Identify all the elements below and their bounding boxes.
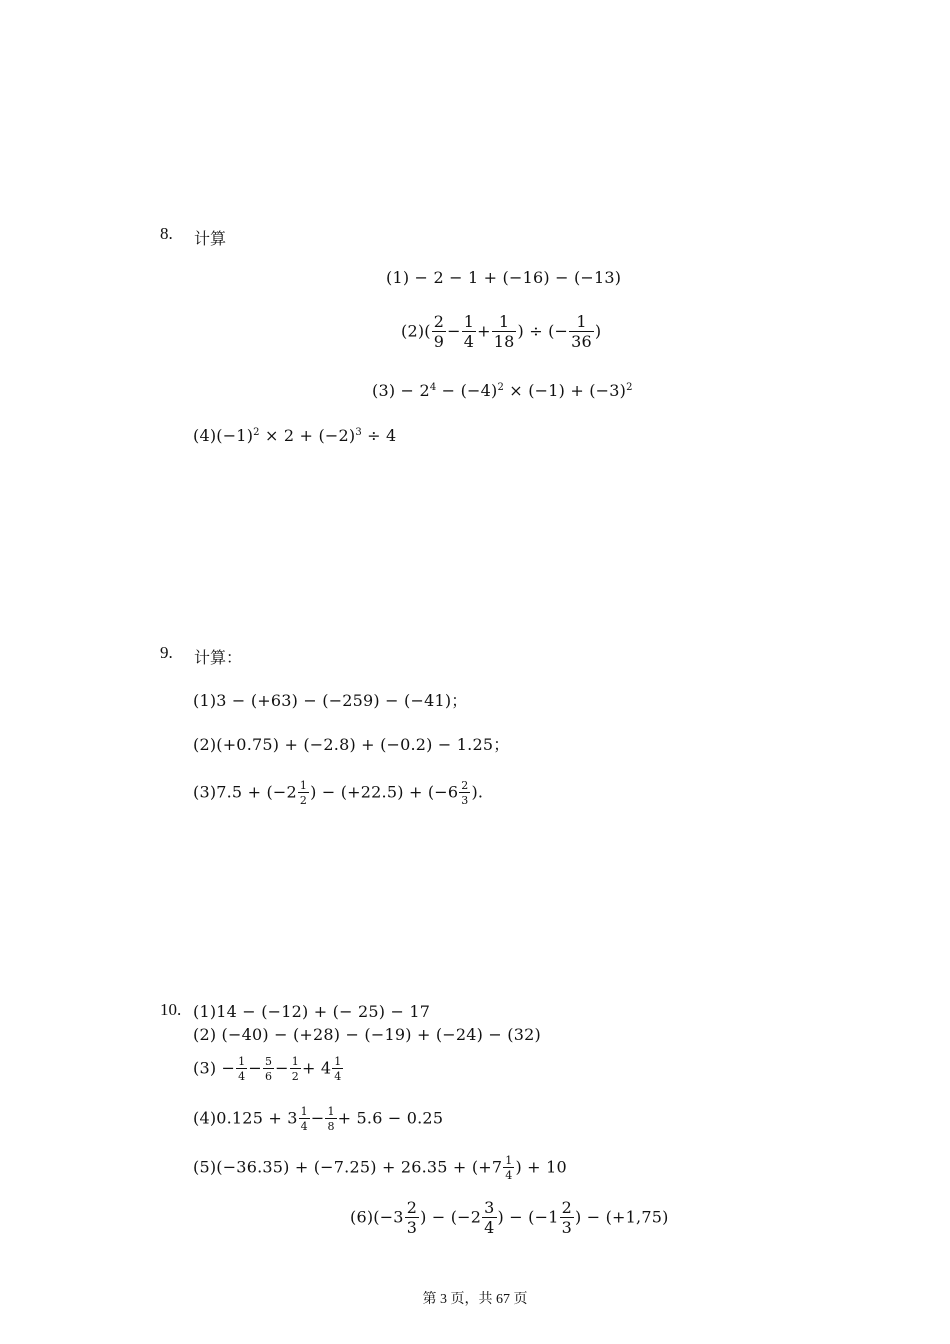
exponent: 2 <box>626 382 633 393</box>
q8-p2-prefix: (2)( <box>401 321 431 341</box>
q10-p3-part: (3) − <box>193 1058 236 1078</box>
denominator: 3 <box>561 1218 572 1237</box>
denominator: 4 <box>300 1120 308 1133</box>
q10-p6-part: ) − (+1,75) <box>575 1207 669 1227</box>
fraction <box>298 780 309 806</box>
numerator: 1 <box>569 314 594 332</box>
question-title-9: 计算： <box>194 648 243 667</box>
denominator: 3 <box>406 1218 418 1237</box>
q8-p2-mid: ) ÷ (− <box>517 321 569 341</box>
q8-p4-part: (4)(−1) <box>193 426 254 445</box>
q9-p3-part: ). <box>471 782 484 802</box>
denominator: 4 <box>484 1218 495 1237</box>
numerator: 1 <box>327 1105 335 1118</box>
numerator: 2 <box>561 1198 572 1217</box>
denominator: 2 <box>291 1070 299 1083</box>
exponent: 3 <box>355 427 362 438</box>
q9-p3-part: (3)7.5 + (−2 <box>193 782 297 802</box>
numerator: 3 <box>484 1198 495 1217</box>
q10-problem-5 <box>193 1155 567 1181</box>
q8-p2-suffix: ) <box>594 321 602 341</box>
q8-problem-1: (1) − 2 − 1 + (−16) − (−13) <box>386 268 622 287</box>
fraction <box>560 1200 574 1236</box>
denominator: 4 <box>463 332 475 351</box>
fraction <box>290 1056 301 1082</box>
q10-p4-part: (4)0.125 + 3 <box>193 1108 298 1128</box>
q10-p6-part: (6)(−3 <box>350 1207 404 1227</box>
exponent: 2 <box>253 427 260 438</box>
fraction <box>432 314 446 350</box>
fraction <box>482 1200 496 1236</box>
numerator: 1 <box>299 779 308 792</box>
q8-problem-3 <box>372 381 633 400</box>
fraction <box>569 314 594 350</box>
operator: − <box>275 1058 289 1078</box>
q9-p3-part: ) − (+22.5) + (−6 <box>310 782 459 802</box>
fraction <box>492 314 517 350</box>
q8-p3-part: × (−1) + (−3) <box>504 381 627 400</box>
numerator: 1 <box>463 312 475 331</box>
numerator: 1 <box>334 1055 342 1068</box>
numerator: 5 <box>264 1055 273 1068</box>
q9-problem-2: (2)(+0.75) + (−2.8) + (−0.2) − 1.25； <box>193 735 510 754</box>
q8-p3-part: − (−4) <box>436 381 498 400</box>
denominator: 3 <box>461 794 469 807</box>
denominator: 4 <box>505 1169 513 1182</box>
denominator: 36 <box>571 332 592 351</box>
q10-problem-4 <box>193 1106 443 1132</box>
fraction <box>503 1155 514 1181</box>
numerator: 2 <box>461 779 469 792</box>
q8-p4-part: × 2 + (−2) <box>259 426 356 445</box>
q8-problem-4 <box>193 426 396 445</box>
fraction <box>405 1200 419 1236</box>
denominator: 8 <box>327 1120 335 1133</box>
fraction <box>332 1056 343 1082</box>
denominator: 18 <box>493 332 515 351</box>
question-number-8: 8. <box>160 224 173 243</box>
q10-p4-part: + 5.6 − 0.25 <box>337 1108 444 1128</box>
operator: − <box>248 1058 262 1078</box>
q10-p6-part: ) − (−2 <box>420 1207 482 1227</box>
numerator: 1 <box>492 314 517 332</box>
q10-p5-part: ) + 10 <box>515 1157 567 1177</box>
operator: + <box>477 321 491 341</box>
q9-problem-3 <box>193 780 483 806</box>
fraction <box>325 1106 336 1132</box>
fraction <box>462 314 476 350</box>
numerator: 2 <box>433 312 445 331</box>
numerator: 1 <box>291 1055 299 1068</box>
exponent: 4 <box>429 382 437 393</box>
denominator: 4 <box>238 1070 246 1083</box>
fraction <box>263 1056 274 1082</box>
q8-problem-2 <box>401 314 601 350</box>
question-number-10: 10. <box>160 1000 182 1019</box>
page-footer: 第 3 页，共 67 页 <box>422 1292 528 1307</box>
exponent: 2 <box>497 382 505 393</box>
fraction <box>459 780 470 806</box>
q9-problem-1: (1)3 − (+63) − (−259) − (−41)； <box>193 691 468 710</box>
numerator: 1 <box>300 1105 308 1118</box>
numerator: 1 <box>505 1154 513 1167</box>
denominator: 2 <box>299 794 308 807</box>
q10-p5-part: (5)(−36.35) + (−7.25) + 26.35 + (+7 <box>193 1157 503 1177</box>
denominator: 6 <box>264 1070 273 1083</box>
operator: − <box>310 1108 325 1128</box>
numerator: 1 <box>238 1055 246 1068</box>
q10-problem-2: (2) (−40) − (+28) − (−19) + (−24) − (32) <box>193 1025 541 1044</box>
denominator: 9 <box>433 332 445 351</box>
question-title-8: 计算 <box>194 229 227 248</box>
denominator: 4 <box>334 1070 342 1083</box>
numerator: 2 <box>406 1198 418 1217</box>
q10-problem-3 <box>193 1056 344 1082</box>
q10-p6-part: ) − (−1 <box>497 1207 559 1227</box>
fraction <box>236 1056 247 1082</box>
operator: + 4 <box>301 1058 332 1078</box>
q10-problem-6 <box>350 1200 669 1236</box>
operator: − <box>447 321 461 341</box>
q10-problem-1: (1)14 − (−12) + (− 25) − 17 <box>193 1002 431 1021</box>
q8-p4-part: ÷ 4 <box>361 426 397 445</box>
q8-p3-part: (3) − 2 <box>372 381 430 400</box>
question-number-9: 9. <box>160 643 173 662</box>
fraction <box>299 1106 310 1132</box>
